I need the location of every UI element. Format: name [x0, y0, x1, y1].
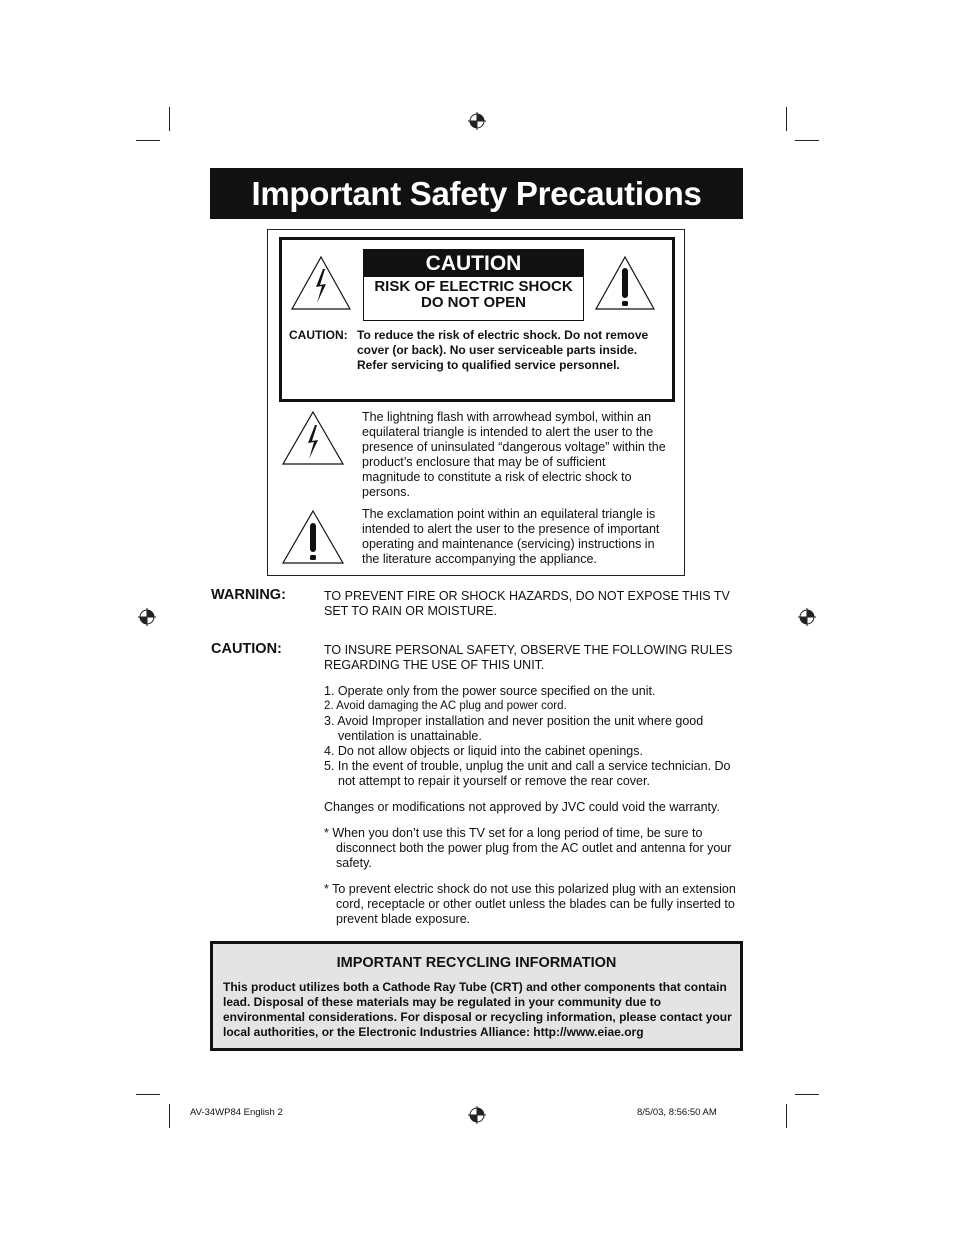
recycling-text: This product utilizes both a Cathode Ray Tube (CRT) and other components that contain lead. Disposal of these materials may be regulated in your community due to environmental considerations. For disposal or recycling information, please contact your local authorities, or the Electronic Industries Alliance: http://www.eiae.org	[223, 980, 732, 1039]
registration-mark-icon	[137, 607, 157, 627]
lightning-triangle-icon	[289, 254, 353, 312]
registration-mark-icon	[467, 1105, 487, 1125]
lightning-triangle-icon	[281, 410, 345, 466]
exclamation-symbol-description: The exclamation point within an equilateral triangle is intended to alert the user to the presence of important operating and maintenance (servicing) instructions in the literature accompanying the appliance.	[362, 507, 660, 566]
caution-text: TO INSURE PERSONAL SAFETY, OBSERVE THE FOLLOWING RULES REGARDING THE USE OF THIS UNIT.	[324, 643, 733, 672]
crop-mark	[136, 140, 160, 141]
caution-note-text: To reduce the risk of electric shock. Do not remove cover (or back). No user serviceable parts inside. Refer servicing to qualified service personnel.	[357, 328, 649, 372]
caution-label-text: CAUTION:	[211, 641, 282, 657]
crop-mark	[169, 1104, 170, 1128]
caution-label	[363, 249, 584, 321]
crop-mark	[795, 1094, 819, 1095]
caution-sub-line: DO NOT OPEN	[420, 294, 526, 311]
caution-subheader	[364, 279, 583, 311]
footer-left: AV-34WP84 English 2	[190, 1107, 283, 1118]
note-item: * To prevent electric shock do not use this polarized plug with an extension cord, receptacle or other outlet unless the blades can be fully inserted to prevent blade exposure.	[324, 882, 736, 926]
list-item: 4. Do not allow objects or liquid into the cabinet openings.	[324, 744, 643, 758]
warning-text: TO PREVENT FIRE OR SHOCK HAZARDS, DO NOT EXPOSE THIS TV SET TO RAIN OR MOISTURE.	[324, 589, 730, 618]
lightning-symbol-description: The lightning flash with arrowhead symbol, within an equilateral triangle is intended to alert the user to the presence of uninsulated “dangerous voltage” within the product’s enclosure that may be of sufficient magnitude to constitute a risk of electric shock to persons.	[362, 410, 666, 499]
exclamation-triangle-icon	[281, 509, 345, 565]
registration-mark-icon	[467, 111, 487, 131]
footer-right: 8/5/03, 8:56:50 AM	[637, 1107, 717, 1118]
crop-mark	[786, 107, 787, 131]
recycling-info-box	[210, 941, 743, 1051]
caution-sub-line: RISK OF ELECTRIC SHOCK	[374, 278, 573, 295]
crop-mark	[136, 1094, 160, 1095]
caution-header: CAUTION	[364, 250, 583, 277]
crop-mark	[169, 107, 170, 131]
list-item: 5. In the event of trouble, unplug the unit and call a service technician. Do not attempt to repair it yourself or remove the rear cover.	[324, 759, 731, 788]
rules-list	[324, 684, 744, 789]
exclamation-triangle-icon	[593, 254, 657, 312]
registration-mark-icon	[797, 607, 817, 627]
caution-note-label: CAUTION:	[289, 328, 348, 342]
list-item: 3. Avoid Improper installation and never position the unit where good ventilation is unattainable.	[324, 714, 704, 743]
title-bar	[210, 168, 743, 219]
list-item: 1. Operate only from the power source specified on the unit.	[324, 684, 656, 698]
warning-label: WARNING:	[211, 587, 286, 603]
crop-mark	[795, 140, 819, 141]
note-item: * When you don’t use this TV set for a long period of time, be sure to disconnect both the power plug from the AC outlet and antenna for your safety.	[324, 826, 732, 870]
recycling-title: IMPORTANT RECYCLING INFORMATION	[336, 955, 617, 971]
warranty-note: Changes or modifications not approved by JVC could void the warranty.	[324, 800, 720, 814]
list-item: 2. Avoid damaging the AC plug and power cord.	[324, 700, 567, 712]
page-title: Important Safety Precautions	[251, 174, 702, 212]
crop-mark	[786, 1104, 787, 1128]
